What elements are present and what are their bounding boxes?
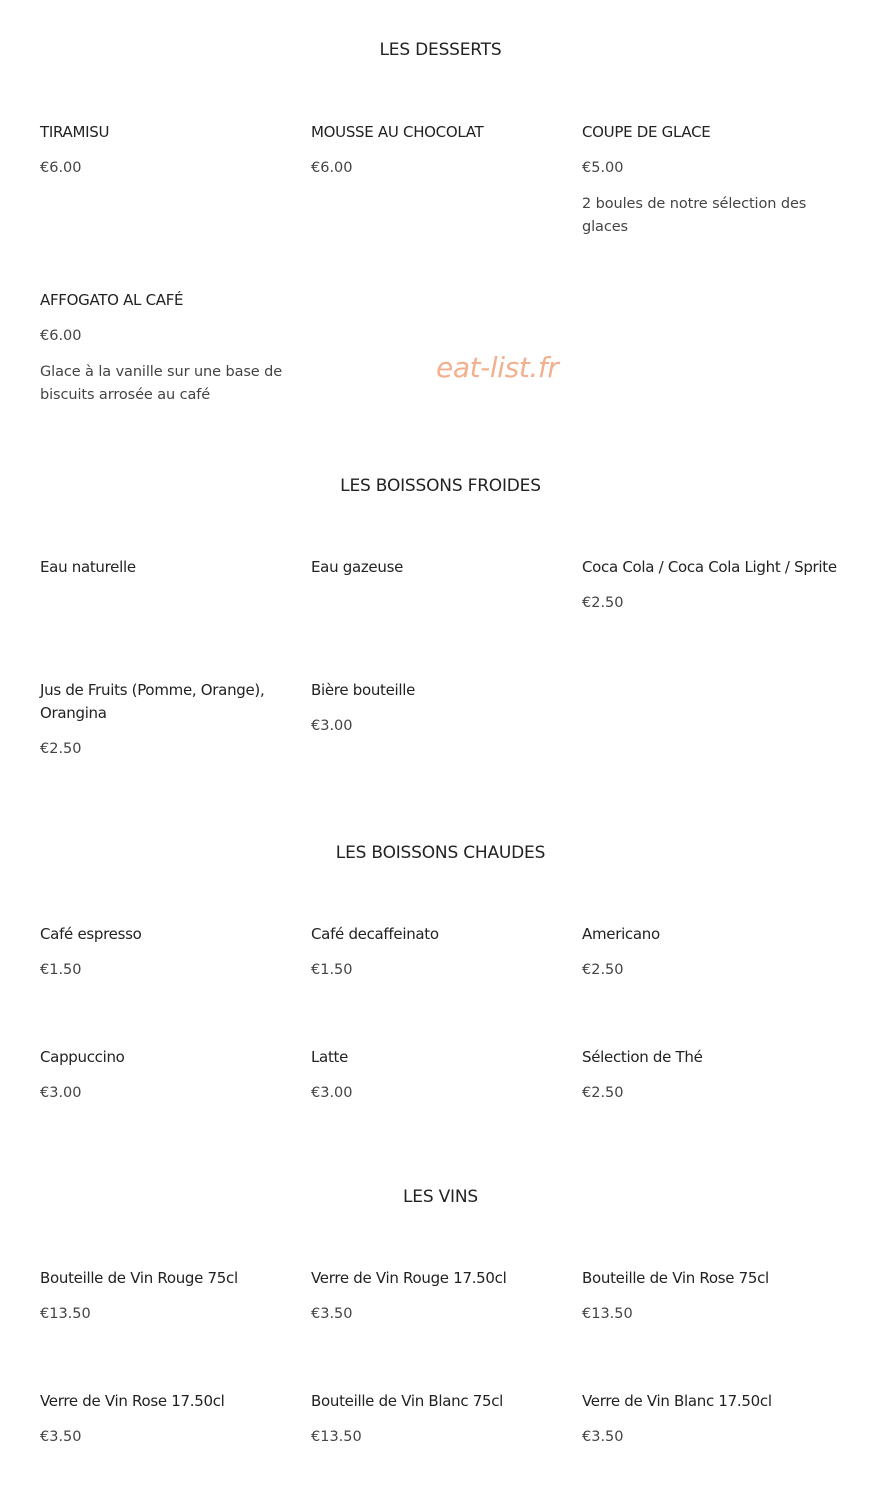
menu-item-coupe-de-glace: [582, 121, 834, 239]
item-price: €6.00: [311, 160, 353, 176]
item-price: €2.50: [582, 595, 624, 611]
item-name: Sélection de Thé: [582, 1048, 703, 1066]
section-title-boissons-chaudes: LES BOISSONS CHAUDES: [335, 843, 546, 863]
item-name: Verre de Vin Blanc 17.50cl: [582, 1392, 772, 1410]
item-name: Bouteille de Vin Rouge 75cl: [40, 1269, 238, 1287]
item-price: €2.50: [582, 1085, 624, 1101]
menu-item-selection-de-the: [582, 1046, 834, 1103]
menu-item-mousse-au-chocolat: [311, 121, 563, 178]
item-description: Glace à la vanille sur une base de biscuits arrosée au café: [40, 364, 283, 403]
item-name: Bouteille de Vin Blanc 75cl: [311, 1392, 504, 1410]
item-name: Jus de Fruits (Pomme, Orange), Orangina: [40, 681, 265, 722]
menu-item-cappuccino: [40, 1046, 292, 1103]
menu-item-americano: [582, 923, 834, 980]
item-price: €1.50: [311, 962, 353, 978]
item-price: €6.00: [40, 328, 82, 344]
menu-item-cafe-espresso: [40, 923, 292, 980]
item-name: Cappuccino: [40, 1048, 125, 1066]
item-name: Verre de Vin Rose 17.50cl: [40, 1392, 225, 1410]
menu-item-biere-bouteille: [311, 679, 563, 736]
item-price: €3.50: [582, 1429, 624, 1445]
menu-item-verre-vin-rouge: [311, 1267, 563, 1324]
item-name: COUPE DE GLACE: [582, 123, 711, 141]
watermark-logo: eat-list.fr: [436, 351, 559, 384]
section-title-desserts: LES DESSERTS: [379, 40, 502, 60]
item-name: Latte: [311, 1048, 349, 1066]
section-title-vins: LES VINS: [403, 1187, 478, 1207]
item-name: Café espresso: [40, 925, 142, 943]
item-price: €2.50: [582, 962, 624, 978]
menu-item-bouteille-vin-blanc: [311, 1390, 563, 1447]
item-price: €13.50: [582, 1306, 633, 1322]
item-price: €13.50: [311, 1429, 362, 1445]
item-price: €3.00: [311, 718, 353, 734]
item-price: €1.50: [40, 962, 82, 978]
section-title-boissons-froides: LES BOISSONS FROIDES: [340, 476, 541, 496]
item-price: €3.00: [40, 1085, 82, 1101]
menu-item-cafe-decaffeinato: [311, 923, 563, 980]
menu-item-bouteille-vin-rose: [582, 1267, 834, 1324]
item-name: Americano: [582, 925, 660, 943]
item-name: Eau gazeuse: [311, 558, 404, 576]
item-name: Café decaffeinato: [311, 925, 439, 943]
item-description: 2 boules de notre sélection des glaces: [582, 196, 807, 235]
menu-item-jus-de-fruits: [40, 679, 292, 759]
item-price: €13.50: [40, 1306, 91, 1322]
item-name: MOUSSE AU CHOCOLAT: [311, 123, 484, 141]
item-price: €3.50: [311, 1306, 353, 1322]
item-name: Bière bouteille: [311, 681, 416, 699]
item-name: Verre de Vin Rouge 17.50cl: [311, 1269, 507, 1287]
menu-item-latte: [311, 1046, 563, 1103]
item-price: €5.00: [582, 160, 624, 176]
item-name: Eau naturelle: [40, 558, 136, 576]
item-name: TIRAMISU: [40, 123, 110, 141]
menu-item-verre-vin-rose: [40, 1390, 292, 1447]
menu-item-eau-naturelle: [40, 556, 292, 579]
menu-item-bouteille-vin-rouge: [40, 1267, 292, 1324]
item-price: €3.50: [40, 1429, 82, 1445]
item-price: €3.00: [311, 1085, 353, 1101]
item-name: AFFOGATO AL CAFÉ: [40, 291, 184, 309]
item-name: Coca Cola / Coca Cola Light / Sprite: [582, 558, 837, 576]
menu-item-affogato-al-cafe: [40, 289, 292, 407]
menu-item-eau-gazeuse: [311, 556, 563, 579]
item-name: Bouteille de Vin Rose 75cl: [582, 1269, 769, 1287]
item-price: €2.50: [40, 741, 82, 757]
item-price: €6.00: [40, 160, 82, 176]
menu-item-coca-cola: [582, 556, 862, 613]
menu-item-tiramisu: [40, 121, 292, 178]
menu-item-verre-vin-blanc: [582, 1390, 834, 1447]
